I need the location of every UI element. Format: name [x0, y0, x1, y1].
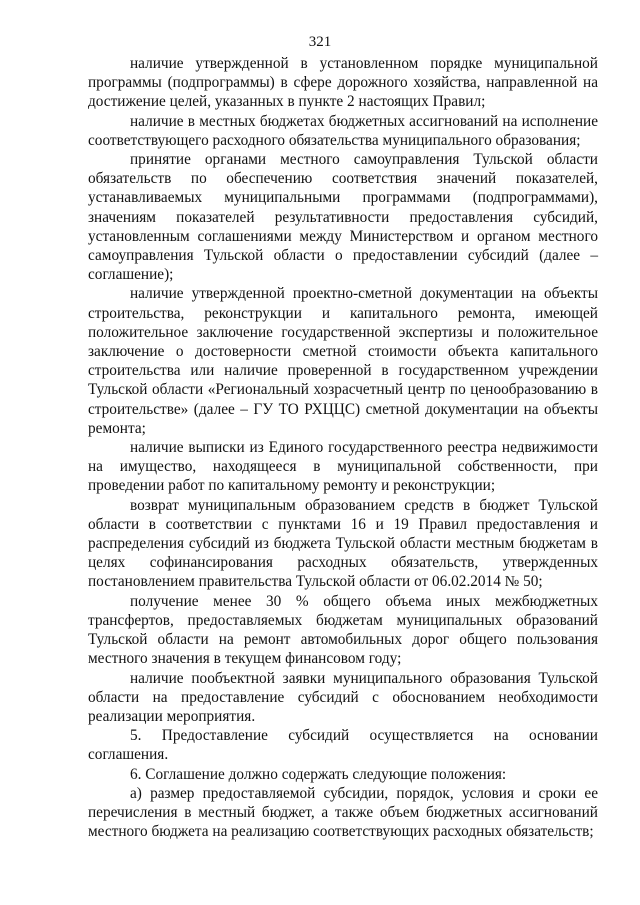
page-number: 321	[308, 34, 332, 50]
paragraph-transfers-limit: получение менее 30 % общего объема иных межбюджетных трансфертов, предоставляемых бюджетам муниципальных образований Тульской области на ремонт автомобильных дорог общего пользования местного значения в текущем финансовом году;	[88, 592, 598, 668]
paragraph-item-5: 5. Предоставление субсидий осуществляется на основании соглашения.	[88, 727, 598, 764]
paragraph-object-application: наличие пообъектной заявки муниципального образования Тульской области на предоставление субсидий с обоснованием необходимости реализации мероприятия.	[88, 669, 598, 725]
paragraph-program-requirement: наличие утвержденной в установленном порядке муниципальной программы (подпрограммы) в сфере дорожного хозяйства, направленной на достижение целей, указанных в пункте 2 настоящих Правил;	[88, 55, 598, 111]
paragraph-registry-extract: наличие выписки из Единого государственного реестра недвижимости на имущество, находящееся в муниципальной собственности, при проведении работ по капитальному ремонту и реконструкции;	[88, 439, 598, 495]
document-body	[88, 54, 598, 841]
paragraph-funds-return: возврат муниципальным образованием средств в бюджет Тульской области в соответствии с пунктами 16 и 19 Правил предоставления и распределения субсидий из бюджета Тульской области местным бюджетам в целях софинансирования расходных обязательств, утвержденных постановлением правительства Тульской области от 06.02.2014 № 50;	[88, 496, 598, 591]
paragraph-item-6: 6. Соглашение должно содержать следующие положения:	[130, 765, 507, 783]
paragraph-design-documentation: наличие утвержденной проектно-сметной документации на объекты строительства, реконструкции и капитального ремонта, имеющей положительное заключение государственной экспертизы и положительное заключение о достоверности сметной стоимости объекта капитального строительства или наличие проверенной в государственном учреждении Тульской области «Региональный хозрасчетный центр по ценообразованию в строительстве» (далее – ГУ ТО РХЦЦС) сметной документации на объекты ремонта;	[88, 285, 598, 437]
paragraph-obligations: принятие органами местного самоуправления Тульской области обязательств по обеспечению соответствия значений показателей, устанавливаемых муниципальными программами (подпрограммами), значениям показателей результативности предоставления субсидий, установленным соглашениями между Министерством и органом местного самоуправления Тульской области о предоставлении субсидий (далее – соглашение);	[88, 151, 598, 284]
paragraph-budget-allocations: наличие в местных бюджетах бюджетных ассигнований на исполнение соответствующего расходного обязательства муниципального образования;	[88, 112, 598, 149]
paragraph-item-6a: а) размер предоставляемой субсидии, порядок, условия и сроки ее перечисления в местный бюджет, а также объем бюджетных ассигнований местного бюджета на реализацию соответствующих расходных обязательств;	[88, 784, 598, 841]
